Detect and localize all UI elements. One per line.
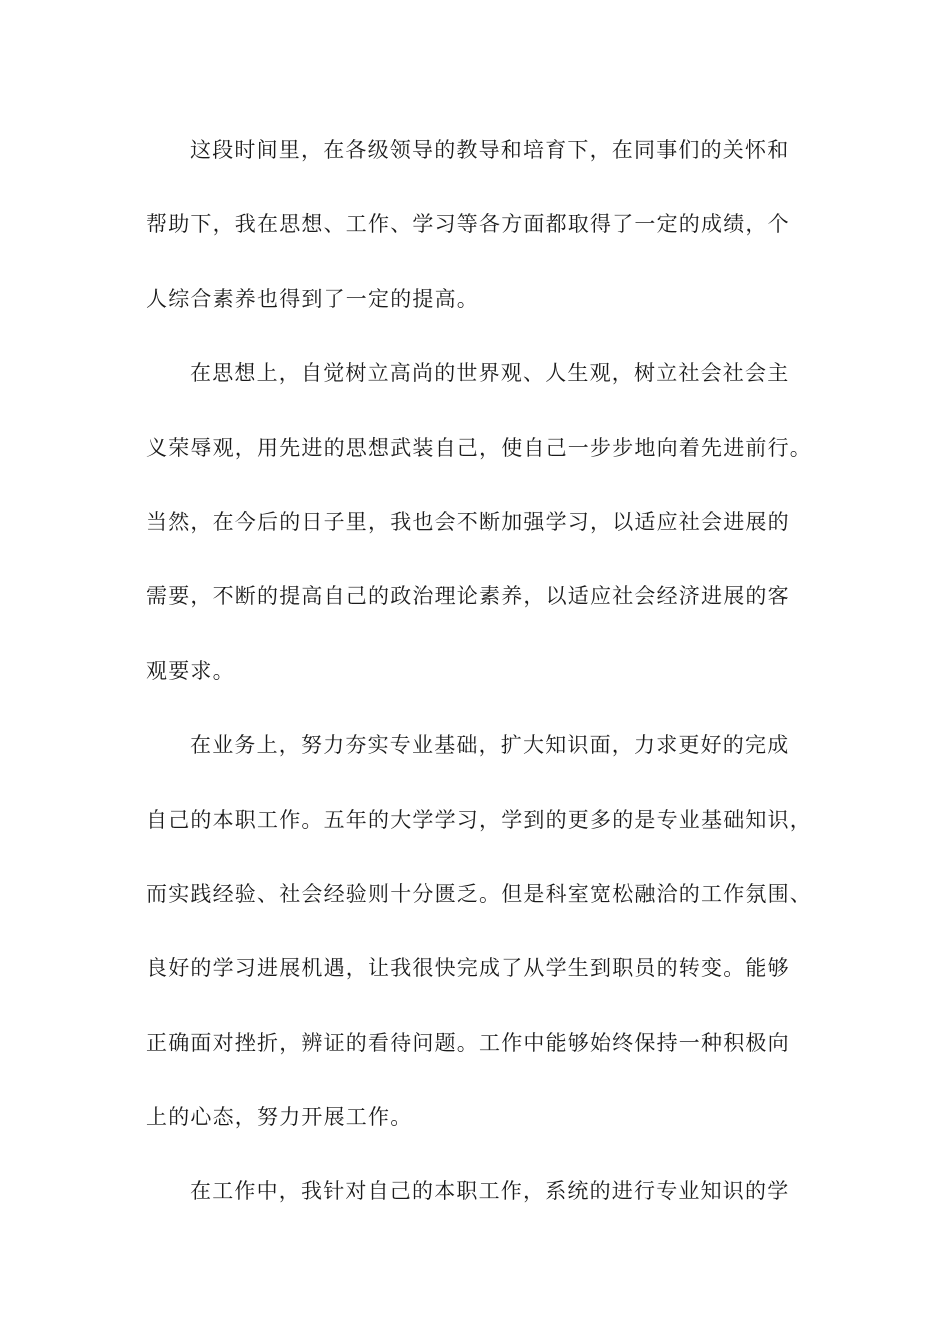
paragraph-line: 帮助下，我在思想、工作、学习等各方面都取得了一定的成绩，个	[146, 212, 790, 237]
paragraph-line: 当然，在今后的日子里，我也会不断加强学习，以适应社会进展的	[146, 509, 790, 534]
paragraph-line: 观要求。	[146, 658, 235, 683]
paragraph-line: 人综合素养也得到了一定的提高。	[146, 286, 479, 311]
paragraph-line: 在思想上，自觉树立高尚的世界观、人生观，树立社会社会主	[190, 361, 790, 386]
paragraph-line: 需要，不断的提高自己的政治理论素养，以适应社会经济进展的客	[146, 584, 790, 609]
paragraph-line: 正确面对挫折，辨证的看待问题。工作中能够始终保持一种积极向	[146, 1030, 790, 1055]
document-body	[146, 130, 812, 1246]
paragraph-line: 在工作中，我针对自己的本职工作，系统的进行专业知识的学	[190, 1179, 790, 1204]
paragraph-line: 自己的本职工作。五年的大学学习，学到的更多的是专业基础知识，	[146, 807, 812, 832]
paragraph-line: 良好的学习进展机遇，让我很快完成了从学生到职员的转变。能够	[146, 956, 790, 981]
paragraph-line: 义荣辱观，用先进的思想武装自己，使自己一步步地向着先进前行。	[146, 435, 812, 460]
paragraph-line: 在业务上，努力夯实专业基础，扩大知识面，力求更好的完成	[190, 733, 790, 758]
paragraph-line: 这段时间里，在各级领导的教导和培育下，在同事们的关怀和	[190, 138, 790, 162]
paragraph-line: 上的心态，努力开展工作。	[146, 1105, 413, 1130]
paragraph-line: 而实践经验、社会经验则十分匮乏。但是科室宽松融洽的工作氛围、	[146, 881, 812, 906]
